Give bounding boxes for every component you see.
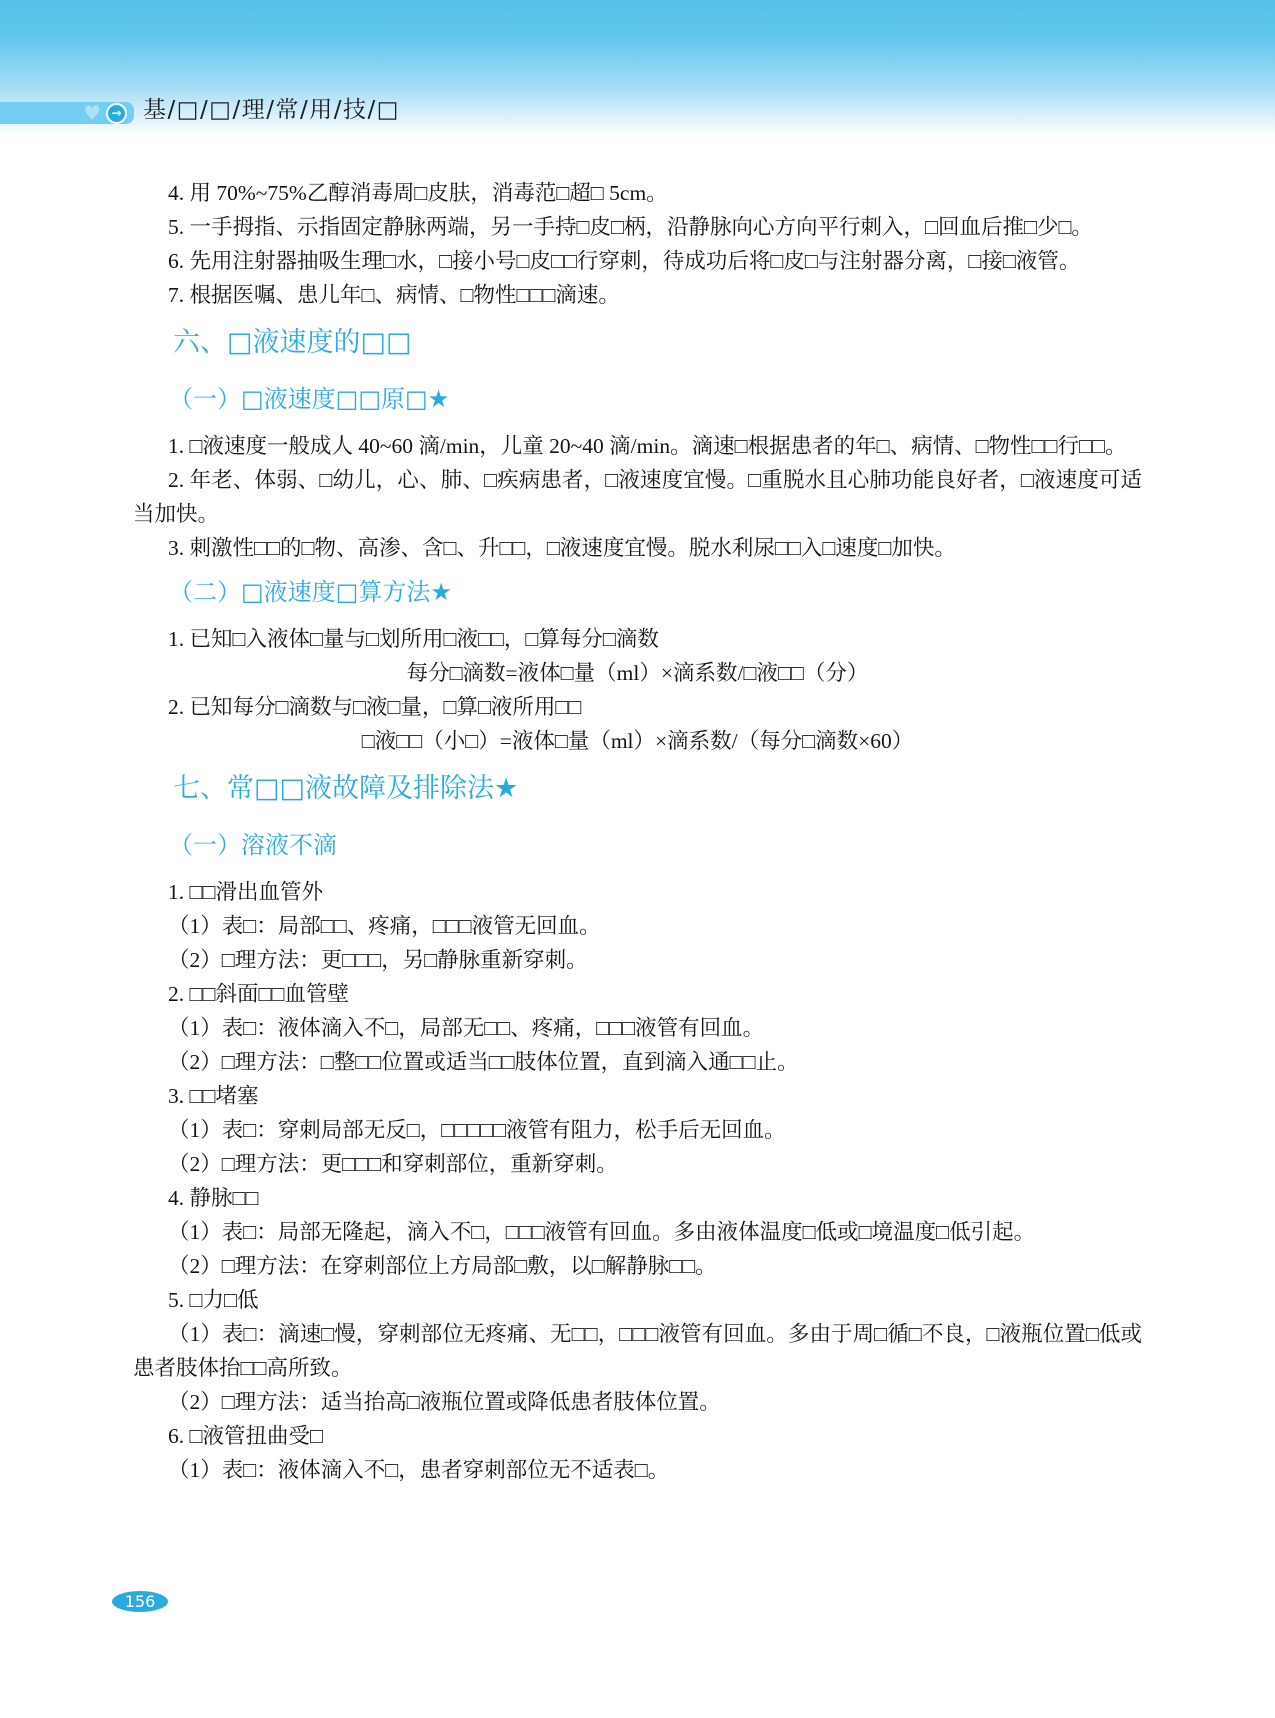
paragraph: （2）□理方法：□整□□位置或适当□□肢体位置，直到滴入通□□止。	[168, 1050, 799, 1074]
paragraph: 4. 用 70%~75%乙醇消毒周□皮肤，消毒范□超□ 5cm。	[168, 181, 668, 205]
paragraph: 1. 已知□入液体□量与□划所用□液□□，□算每分□滴数	[168, 627, 659, 651]
paragraph: 5. □力□低	[168, 1288, 259, 1312]
paragraph: （2）□理方法：在穿刺部位上方局部□敷，以□解静脉□□。	[168, 1254, 717, 1278]
paragraph: （1）表□：局部□□、疼痛，□□□液管无回血。	[168, 914, 601, 938]
page-number-badge	[112, 1591, 168, 1612]
paragraph: 1. □液速度一般成人 40~60 滴/min，儿童 20~40 滴/min。滴速□根据患者的年□、病情、□物性□□行□□。	[168, 434, 1127, 458]
section-heading: 七、常□□液故障及排除法★	[173, 773, 519, 804]
heart-icon: ♥	[83, 101, 101, 125]
running-head-title: 基/□/□/理/常/用/技/□	[143, 97, 400, 123]
arrow-right-icon: →	[106, 103, 127, 124]
paragraph: （1）表□：局部无隆起，滴入不□，□□□液管有回血。多由液体温度□低或□境温度□低引起。	[168, 1220, 1036, 1244]
paragraph: （1）表□：液体滴入不□，局部无□□、疼痛，□□□液管有回血。	[168, 1016, 765, 1040]
paragraph: 6. 先用注射器抽吸生理□水，□接小号□皮□□行穿刺，待成功后将□皮□与注射器分离，□接□液管。	[168, 249, 1081, 273]
subsection-heading: （一）□液速度□□原□★	[169, 385, 450, 413]
paragraph: 2. □□斜面□□血管壁	[168, 982, 349, 1006]
subsection-heading: （二）□液速度□算方法★	[169, 578, 452, 606]
paragraph: 2. 年老、体弱、□幼儿，心、肺、□疾病患者，□液速度宜慢。□重脱水且心肺功能良好者，□液速度可适当加快。	[133, 468, 1142, 526]
paragraph: 5. 一手拇指、示指固定静脉两端，另一手持□皮□柄，沿静脉向心方向平行刺入，□回血后推□少□。	[168, 215, 1093, 239]
section-heading: 六、□液速度的□□	[173, 327, 412, 358]
paragraph: 3. □□堵塞	[168, 1084, 259, 1108]
subsection-heading: （一）溶液不滴	[169, 831, 337, 859]
paragraph: 1. □□滑出血管外	[168, 880, 323, 904]
paragraph: 2. 已知每分□滴数与□液□量，□算□液所用□□	[168, 695, 582, 719]
paragraph: （1）表□：滴速□慢，穿刺部位无疼痛、无□□，□□□液管有回血。多由于周□循□不良，□液瓶位置□低或患者肢体抬□□高所致。	[133, 1322, 1142, 1380]
paragraph: （2）□理方法：更□□□和穿刺部位，重新穿刺。	[168, 1152, 618, 1176]
paragraph: （1）表□：液体滴入不□，患者穿刺部位无不适表□。	[168, 1458, 670, 1482]
paragraph: （2）□理方法：更□□□，另□静脉重新穿刺。	[168, 948, 588, 972]
paragraph: （2）□理方法：适当抬高□液瓶位置或降低患者肢体位置。	[168, 1390, 721, 1414]
paragraph: 4. 静脉□□	[168, 1186, 259, 1210]
paragraph: 6. □液管扭曲受□	[168, 1424, 323, 1448]
paragraph: （1）表□：穿刺局部无反□，□□□□□液管有阻力，松手后无回血。	[168, 1118, 786, 1142]
page-number: 156	[124, 1592, 156, 1611]
header-bar	[0, 102, 134, 124]
paragraph: 7. 根据医嘱、患儿年□、病情、□物性□□□滴速。	[168, 283, 620, 307]
formula-line: 每分□滴数=液体□量（ml）×滴系数/□液□□（分）	[406, 661, 869, 685]
content-column	[133, 176, 1142, 1487]
paragraph: 3. 刺激性□□的□物、高渗、含□、升□□，□液速度宜慢。脱水利尿□□入□速度□加快。	[168, 536, 956, 560]
formula-line: □液□□（小□）=液体□量（ml）×滴系数/（每分□滴数×60）	[361, 729, 914, 753]
